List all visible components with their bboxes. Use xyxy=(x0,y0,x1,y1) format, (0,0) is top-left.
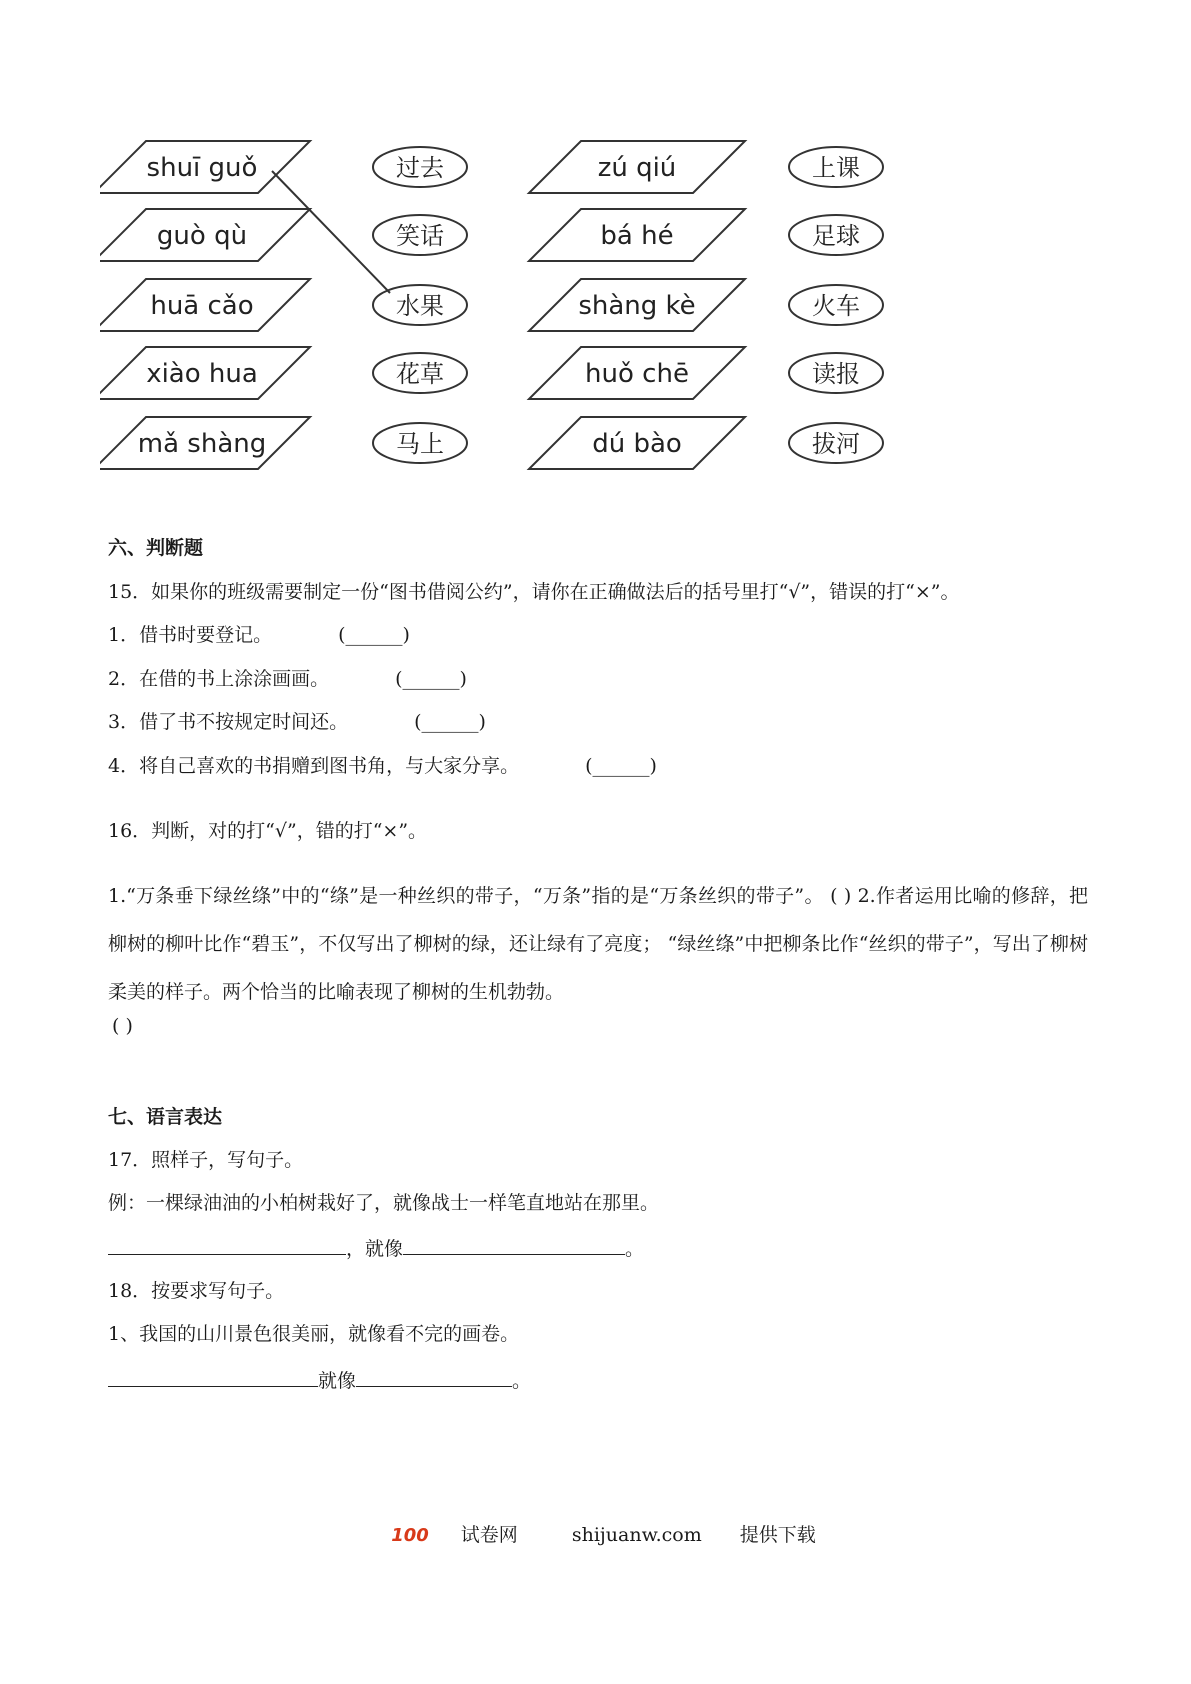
q15-item-4 xyxy=(108,753,657,779)
q17-fill-mid: ，就像 xyxy=(346,1238,404,1260)
q17-fill-line xyxy=(108,1234,644,1262)
right-word-5-text: 拔河 xyxy=(812,430,860,458)
q15-item-1-text: 1．借书时要登记。 xyxy=(108,624,273,646)
left-word-4-text: 花草 xyxy=(396,360,444,388)
q15-item-2-paren[interactable]: (______) xyxy=(395,668,467,690)
left-word-2-text: 笑话 xyxy=(396,222,444,250)
q18-blank-2[interactable] xyxy=(356,1366,512,1387)
section-6-heading: 六、判断题 xyxy=(108,537,204,559)
right-pinyin-1-text: zú qiú xyxy=(597,153,677,183)
matching-figure xyxy=(100,135,980,515)
right-word-1-text: 上课 xyxy=(812,154,860,182)
q15-item-2 xyxy=(108,666,467,692)
matching-diagram xyxy=(100,135,980,515)
question-16: 16．判断，对的打“√”，错的打“×”。 xyxy=(108,820,428,842)
q15-item-3-text: 3．借了书不按规定时间还。 xyxy=(108,711,349,733)
section-7-heading: 七、语言表达 xyxy=(108,1106,223,1128)
q16-last-paren[interactable]: ( ) xyxy=(112,1015,133,1037)
right-word-2-text: 足球 xyxy=(812,222,860,250)
logo-text: 试卷网 xyxy=(460,1524,518,1546)
q17-fill-end: 。 xyxy=(625,1238,645,1260)
q15-item-3 xyxy=(108,709,486,735)
left-pinyin-2-text: guò qù xyxy=(156,221,248,251)
q18-fill-line xyxy=(108,1366,531,1394)
q16-paragraph: 1.“万条垂下绿丝绦”中的“绦”是一种丝织的带子，“万条”指的是“万条丝织的带子”。 ( ) 2.作者运用比喻的修辞，把柳树的柳叶比作“碧玉”，不仅写出了柳树的绿，还让绿有了亮度； “绿丝绦”中把柳条比作“丝织的带子”，写出了柳树柔美的样子。两个恰当的比喻表现了柳树的生机勃勃。 xyxy=(108,885,1088,1003)
left-pinyin-1-text: shuī guǒ xyxy=(146,153,258,183)
q17-blank-2[interactable] xyxy=(403,1234,625,1255)
right-word-4-text: 读报 xyxy=(812,360,860,388)
right-pinyin-3-text: shàng kè xyxy=(578,291,696,321)
left-word-5-text: 马上 xyxy=(396,430,444,458)
left-pinyin-3-text: huā cǎo xyxy=(150,291,254,321)
page-footer xyxy=(0,1520,1191,1547)
right-pinyin-5-text: dú bào xyxy=(592,429,682,459)
download-note: 提供下载 xyxy=(739,1524,816,1546)
question-18: 18．按要求写句子。 xyxy=(108,1280,285,1302)
right-pinyin-4-text: huǒ chē xyxy=(585,359,689,389)
q18-fill-mid: 就像 xyxy=(318,1370,357,1392)
left-word-3-text: 水果 xyxy=(396,292,444,320)
q15-item-1 xyxy=(108,622,410,648)
q15-item-4-text: 4．将自己喜欢的书捐赠到图书角，与大家分享。 xyxy=(108,755,520,777)
question-15: 15．如果你的班级需要制定一份“图书借阅公约”，请你在正确做法后的括号里打“√”，错误的打“×”。 xyxy=(108,581,960,603)
right-pinyin-2-text: bá hé xyxy=(600,221,674,251)
q15-item-4-paren[interactable]: (______) xyxy=(585,755,657,777)
right-word-3-text: 火车 xyxy=(812,292,860,320)
site-url[interactable]: shijuanw.com xyxy=(571,1524,702,1546)
q15-item-2-text: 2．在借的书上涂涂画画。 xyxy=(108,668,330,690)
question-17: 17．照样子，写句子。 xyxy=(108,1149,304,1171)
left-word-1-text: 过去 xyxy=(396,154,444,182)
left-pinyin-5-text: mǎ shàng xyxy=(137,429,267,459)
left-pinyin-4-text: xiào hua xyxy=(146,359,258,389)
q17-example: 例：一棵绿油油的小柏树栽好了，就像战士一样笔直地站在那里。 xyxy=(108,1192,660,1214)
q18-blank-1[interactable] xyxy=(108,1366,318,1387)
q18-item-1: 1、我国的山川景色很美丽，就像看不完的画卷。 xyxy=(108,1323,520,1345)
q15-item-1-paren[interactable]: (______) xyxy=(338,624,410,646)
site-logo xyxy=(375,1524,534,1546)
q18-fill-end: 。 xyxy=(512,1370,532,1392)
logo-number: 100 xyxy=(391,1525,429,1546)
q17-blank-1[interactable] xyxy=(108,1234,346,1255)
answer-connector-line xyxy=(272,171,390,293)
q15-item-3-paren[interactable]: (______) xyxy=(414,711,486,733)
